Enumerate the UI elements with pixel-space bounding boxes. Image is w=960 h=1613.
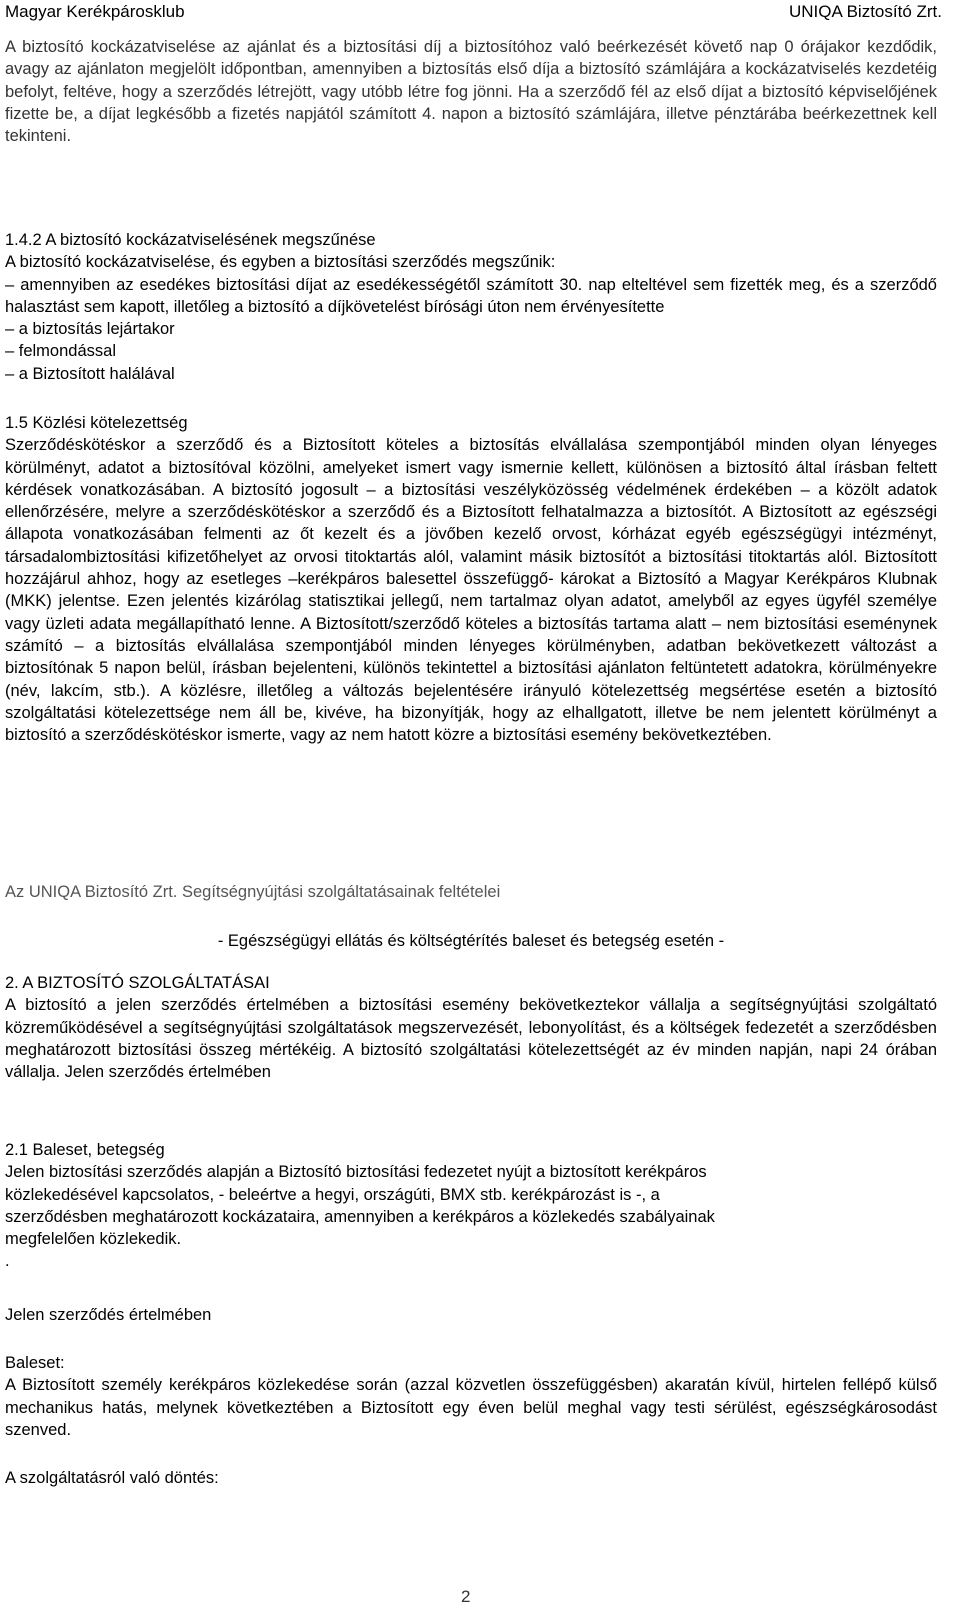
section-heading: 1.5 Közlési kötelezettség — [5, 414, 188, 432]
list-item: – a biztosítás lejártakor — [5, 320, 175, 339]
section-line: közlekedésével kapcsolatos, - beleértve a hegyi, országúti, BMX stb. kerékpározást is -, a — [5, 1185, 660, 1204]
uniqa-subtitle-block — [5, 930, 937, 952]
section-line: megfelelően közlekedik. — [5, 1230, 182, 1249]
header-left: Magyar Kerékpárosklub — [5, 2, 185, 21]
section-heading: 1.4.2 A biztosító kockázatviselésének megszűnése — [5, 231, 376, 249]
uniqa-title-block — [5, 881, 937, 903]
section-heading: 2. A BIZTOSÍTÓ SZOLGÁLTATÁSAI — [5, 974, 270, 992]
section-heading: 2.1 Baleset, betegség — [5, 1141, 165, 1159]
opening-paragraph: A biztosító kockázatviselése az ajánlat és a biztosítási díj a biztosítóhoz való beérkezését követő nap 0 órájakor kezdődik, avagy az ajánlaton megjelölt időpontban, amennyiben a biztosítás első díja a biztosító számlájára a kockázatviselés kezdetéig befolyt, feltéve, hogy a szerződés létrejött, vagy utóbb létre fog jönni. Ha a szerződő fél az első díjat a biztosító képviselőjének fizette be, a díjat legkésőbb a fizetés napjától számított 4. napon a biztosító számlájára, illetve pénztárába beérkezettnek kell tekinteni. — [5, 38, 937, 146]
page-number: 2 — [461, 1587, 471, 1606]
stray-dot: . — [5, 1252, 10, 1271]
baleset-heading: Baleset: — [5, 1354, 65, 1372]
jelen-szerzodes: Jelen szerződés értelmében — [5, 1306, 212, 1324]
section-1-4-2 — [5, 229, 937, 385]
szolgaltatas-heading: A szolgáltatásról való döntés: — [5, 1469, 219, 1487]
header-right: UNIQA Biztosító Zrt. — [788, 2, 942, 21]
uniqa-title: Az UNIQA Biztosító Zrt. Segítségnyújtási szolgáltatásainak feltételei — [5, 883, 501, 901]
baleset-body: A Biztosított személy kerékpáros közlekedése során (azzal közvetlen összefüggésben) akaratán kívül, hirtelen fellépő külső mechanikus hatás, melynek következtében a Biztosított egy éven belül meghal vagy testi sérülést, egészségkárosodást szenved. — [5, 1376, 937, 1439]
list-item: – a Biztosított halálával — [5, 364, 175, 383]
section-line: Jelen biztosítási szerződés alapján a Biztosító biztosítási fedezetet nyújt a biztosított kerékpáros — [5, 1163, 707, 1182]
szolgaltatas-block — [5, 1467, 937, 1489]
section-2-1 — [5, 1139, 937, 1273]
section-2 — [5, 972, 937, 1083]
list-item: – felmondással — [5, 342, 116, 361]
uniqa-subtitle: - Egészségügyi ellátás és költségtérítés baleset és betegség esetén - — [217, 932, 725, 950]
section-body: Szerződéskötéskor a szerződő és a Biztosított köteles a biztosítás elvállalása szempontjából minden olyan lényeges körülményt, adatot a biztosítóval közölni, amelyeket ismert vagy ismernie kellett, különösen a biztosító által írásban feltett kérdések vonatkozásában. A biztosító jogosult – a biztosítási veszélyközösség védelmének érdekében – a közölt adatok ellenőrzésére, melyre a szerződéskötéskor a szerződő és a Biztosított felhatalmazza a biztosítót. A Biztosított az egészségi állapota vonatkozásában felmenti az őt kezelt és a jövőben kezelő orvost, kórházat egyéb egészségügyi intézményt, társadalombiztosítási kifizetőhelyet az orvosi titoktartás alól, valamint másik biztosítót a biztosítási titoktartás alól. Biztosított hozzájárul ahhoz, hogy az esetleges –kerékpáros balesettel összefüggő- károkat a Biztosító a Magyar Kerékpáros Klubnak (MKK) jelentse. Ezen jelentés kizárólag statisztikai jellegű, nem tartalmaz olyan adatot, amelyből az egyes ügyfél személye vagy üzleti adata megállapítható lenne. A Biztosított/szerződő köteles a biztosítás tartama alatt – nem biztosítási eseménynek számító – a biztosítás elvállalása szempontjából minden lényeges körülményben, adatban bekövetkezett változást a biztosítónak 5 napon belül, írásban bejelenteni, különös tekintettel a biztosítási ajánlaton feltüntetett adatokra, körülményekre (név, lakcím, stb.). A közlésre, illetőleg a változás bejelentésére irányuló kötelezettség megsértése esetén a biztosító szolgáltatási kötelezettsége nem áll be, kivéve, ha bizonyítják, hogy az elhallgatott, illetve be nem jelentett körülményt a biztosító a szerződéskötéskor ismerte, vagy az nem hatott közre a biztosítási esemény bekövetkeztében. — [5, 436, 937, 745]
section-line: szerződésben meghatározott kockázataira, amennyiben a kerékpáros a közlekedés szabályainak — [5, 1207, 715, 1226]
section-intro: A biztosító kockázatviselése, és egyben a biztosítási szerződés megszűnik: — [5, 253, 556, 272]
section-body: A biztosító a jelen szerződés értelmében a biztosítási esemény bekövetkeztekor vállalja a segítségnyújtási szolgáltató közreműködésével a segítségnyújtási szolgáltatások megszervezését, lebonyolítást, és a költségek fedezetét a szerződésben meghatározott biztosítási összeg mértékéig. A biztosító szolgáltatási kötelezettségét az év minden napján, napi 24 órában vállalja. Jelen szerződés értelmében — [5, 996, 937, 1082]
list-item: – amennyiben az esedékes biztosítási díjat az esedékességétől számított 30. nap elteltével sem fizették meg, és a szerződő halasztást sem kapott, illetőleg a biztosító a díjkövetelést bírósági úton nem érvényesítette — [5, 275, 937, 316]
jelen-szerzodes-block — [5, 1304, 937, 1326]
opening-paragraph-block — [5, 36, 937, 147]
section-1-5 — [5, 412, 937, 746]
baleset-block — [5, 1352, 937, 1441]
